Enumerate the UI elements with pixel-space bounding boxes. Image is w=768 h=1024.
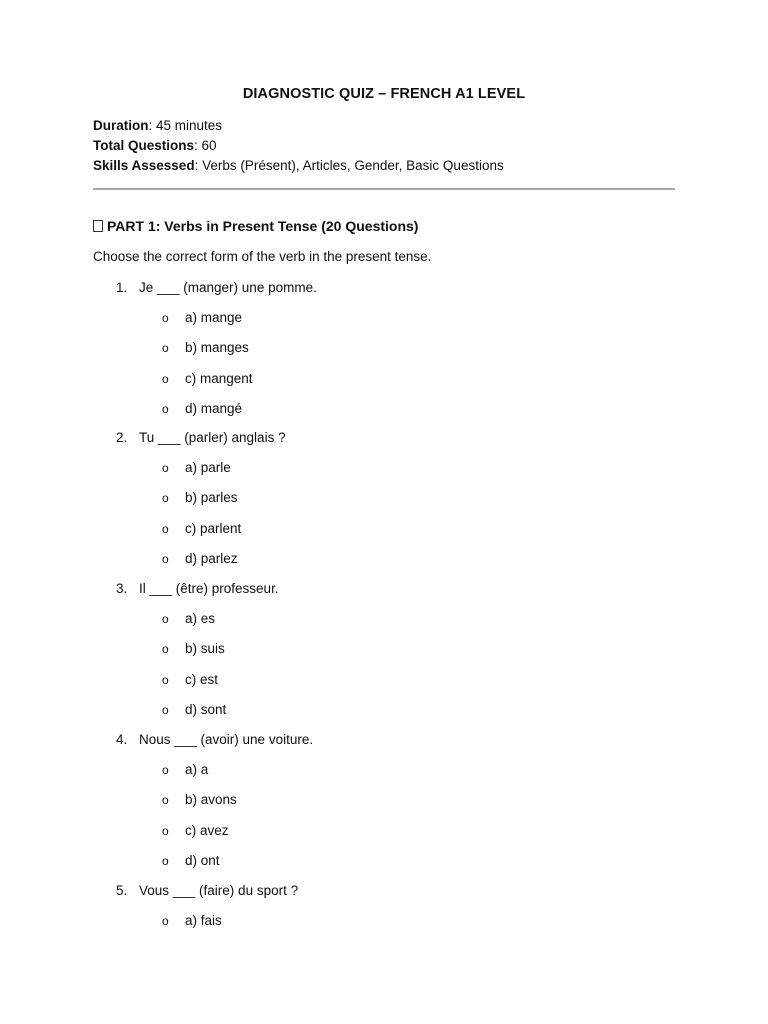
- question-text: Il ___ (être) professeur.: [139, 581, 279, 596]
- answer-option: [162, 460, 231, 475]
- answer-option-text: d) sont: [185, 701, 227, 717]
- question-1: [116, 280, 317, 295]
- answer-option: [162, 823, 229, 838]
- answer-option: [162, 371, 253, 386]
- answer-option-text: a) es: [185, 611, 216, 626]
- bullet-icon: o: [162, 853, 169, 868]
- answer-option: [162, 310, 242, 325]
- bullet-icon: o: [162, 612, 169, 626]
- answer-option-text: a) fais: [185, 913, 222, 928]
- bullet-icon: o: [162, 642, 169, 657]
- bullet-icon: o: [162, 914, 169, 928]
- answer-option-text: b) manges: [185, 340, 249, 356]
- skills-line: [93, 158, 504, 173]
- answer-option: [162, 490, 238, 505]
- answer-option: [162, 611, 215, 626]
- answer-option: [162, 853, 220, 868]
- answer-option-text: a) parle: [185, 460, 231, 475]
- question-5: [116, 883, 298, 898]
- answer-option-text: c) parlent: [185, 520, 242, 536]
- duration-value: : 45 minutes: [148, 118, 223, 133]
- bullet-icon: o: [162, 461, 169, 475]
- bullet-icon: o: [162, 823, 169, 838]
- horizontal-divider: [93, 188, 675, 190]
- question-4: [116, 732, 313, 747]
- bullet-icon: o: [162, 551, 169, 566]
- skills-value: : Verbs (Présent), Articles, Gender, Basic Questions: [194, 158, 504, 173]
- answer-option-text: a) a: [185, 762, 209, 777]
- answer-option-text: b) suis: [185, 641, 225, 657]
- bullet-icon: o: [162, 341, 169, 356]
- part-1-instructions: Choose the correct form of the verb in the present tense.: [93, 249, 432, 264]
- bullet-icon: o: [162, 491, 169, 506]
- answer-option: [162, 762, 208, 777]
- question-text: Vous ___ (faire) du sport ?: [139, 883, 299, 898]
- answer-option-text: c) mangent: [185, 370, 253, 386]
- bullet-icon: o: [162, 371, 169, 386]
- skills-label: Skills Assessed: [93, 158, 195, 173]
- answer-option-text: b) parles: [185, 490, 238, 506]
- document-title: DIAGNOSTIC QUIZ – FRENCH A1 LEVEL: [242, 86, 526, 102]
- missing-glyph-icon: [93, 220, 103, 232]
- answer-option: [162, 340, 249, 355]
- question-number: 1.: [116, 280, 128, 295]
- answer-option-text: c) est: [185, 671, 219, 687]
- question-text: Nous ___ (avoir) une voiture.: [139, 732, 314, 747]
- question-number: 2.: [116, 430, 128, 445]
- answer-option-text: d) parlez: [185, 550, 238, 566]
- answer-option: [162, 913, 222, 928]
- question-text: Tu ___ (parler) anglais ?: [139, 430, 286, 445]
- answer-option: [162, 702, 226, 717]
- part-1-heading: [93, 218, 418, 234]
- answer-option-text: a) mange: [185, 310, 243, 325]
- answer-option: [162, 672, 218, 687]
- answer-option: [162, 641, 225, 656]
- bullet-icon: o: [162, 672, 169, 687]
- question-3: [116, 581, 279, 596]
- answer-option: [162, 521, 241, 536]
- duration-label: Duration: [93, 118, 149, 133]
- question-text: Je ___ (manger) une pomme.: [139, 280, 317, 295]
- answer-option: [162, 401, 242, 416]
- question-2: [116, 430, 286, 445]
- bullet-icon: o: [162, 401, 169, 416]
- bullet-icon: o: [162, 311, 169, 325]
- question-number: 3.: [116, 581, 128, 596]
- part-1-heading-text: PART 1: Verbs in Present Tense (20 Questions): [107, 218, 419, 234]
- answer-option-text: b) avons: [185, 792, 237, 808]
- answer-option-text: d) ont: [185, 852, 220, 868]
- answer-option: [162, 551, 238, 566]
- duration-line: [93, 118, 222, 133]
- question-number: 4.: [116, 732, 128, 747]
- total-questions-value: : 60: [194, 138, 217, 153]
- answer-option-text: c) avez: [185, 822, 229, 838]
- bullet-icon: o: [162, 763, 169, 777]
- question-number: 5.: [116, 883, 128, 898]
- bullet-icon: o: [162, 793, 169, 808]
- answer-option-text: d) mangé: [185, 400, 243, 416]
- total-questions-line: [93, 138, 217, 153]
- answer-option: [162, 792, 237, 807]
- bullet-icon: o: [162, 702, 169, 717]
- bullet-icon: o: [162, 521, 169, 536]
- total-questions-label: Total Questions: [93, 138, 195, 153]
